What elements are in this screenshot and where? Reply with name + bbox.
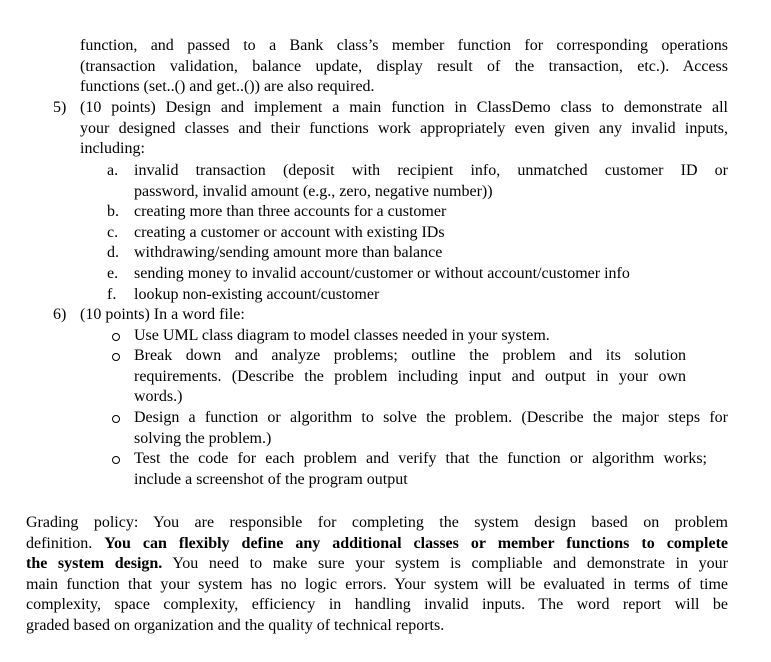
grading-line: complexity, space complexity, efficiency in handling invalid inputs. The word report will be (26, 596, 728, 614)
grading-policy-paragraph (26, 513, 728, 637)
hollow-bullet-icon (112, 333, 120, 341)
subitem-text: sending money to invalid account/customer or without account/customer info (134, 265, 630, 282)
subitem-text: creating a customer or account with existing IDs (134, 224, 445, 241)
subitem-marker: d. (107, 244, 119, 261)
subitem-marker: f. (107, 286, 117, 303)
intro-line: functions (set..() and get..()) are also required. (80, 78, 375, 96)
subitem-text: lookup non-existing account/customer (134, 286, 380, 303)
item-5-number: 5) (53, 99, 67, 116)
subitem-text: creating more than three accounts for a customer (134, 203, 447, 220)
intro-line: function, and passed to a Bank class’s member function for corresponding operations (80, 37, 728, 54)
bullet-text (134, 346, 686, 408)
grading-text: You need to make sure your system is compliable and demonstrate in your (162, 555, 728, 573)
bullet-line: Test the code for each problem and verify that the function or algorithm works; (134, 450, 707, 467)
subitem-marker: c. (107, 224, 119, 241)
bullet-text: Use UML class diagram to model classes needed in your system. (134, 327, 550, 344)
hollow-bullet-icon (112, 353, 120, 361)
subitem-text (134, 161, 728, 202)
subitem-marker: b. (107, 203, 119, 220)
bullet-line: include a screenshot of the program output (134, 470, 408, 488)
bullet-line: Design a function or algorithm to solve the problem. (Describe the major steps for (134, 409, 728, 426)
grading-line: main function that your system has no logic errors. Your system will be evaluated in terms of time (26, 575, 728, 593)
grading-emphasis: the system design. (26, 555, 163, 573)
item-6-number: 6) (53, 306, 67, 323)
subitem-marker: a. (107, 162, 119, 179)
grading-line: graded based on organization and the quality of technical reports. (26, 616, 445, 634)
bullet-line: words.) (134, 388, 183, 406)
subitem-line: invalid transaction (deposit with recipient info, unmatched customer ID or (134, 162, 728, 179)
grading-line (26, 554, 728, 575)
grading-emphasis: You can flexibly define any additional classes or member functions to complete (104, 534, 729, 552)
bullet-text (134, 408, 728, 449)
subitem-text: withdrawing/sending amount more than balance (134, 244, 443, 261)
bullet-line: requirements. (Describe the problem including input and output in your own (134, 367, 686, 385)
subitem-line: password, invalid amount (e.g., zero, negative number)) (134, 182, 493, 200)
grading-line (26, 534, 728, 555)
bullet-line: Break down and analyze problems; outline the problem and its solution (134, 347, 686, 364)
bullet-text (134, 449, 707, 490)
item-5-line: including: (80, 140, 145, 158)
item-6-text: (10 points) In a word file: (80, 306, 245, 323)
subitem-marker: e. (107, 265, 119, 282)
intro-line: (transaction validation, balance update, display result of the transaction, etc.). Access (80, 57, 728, 75)
item-5-text (80, 98, 728, 160)
grading-text: definition. (26, 534, 105, 552)
bullet-line: solving the problem.) (134, 429, 272, 447)
hollow-bullet-icon (112, 415, 120, 423)
intro-paragraph (80, 36, 728, 98)
grading-line: Grading policy: You are responsible for completing the system design based on problem (26, 514, 728, 531)
hollow-bullet-icon (112, 456, 120, 464)
item-5-line: your designed classes and their functions work appropriately even given any invalid inputs, (80, 119, 728, 137)
item-5-line: (10 points) Design and implement a main function in ClassDemo class to demonstrate all (80, 99, 728, 116)
